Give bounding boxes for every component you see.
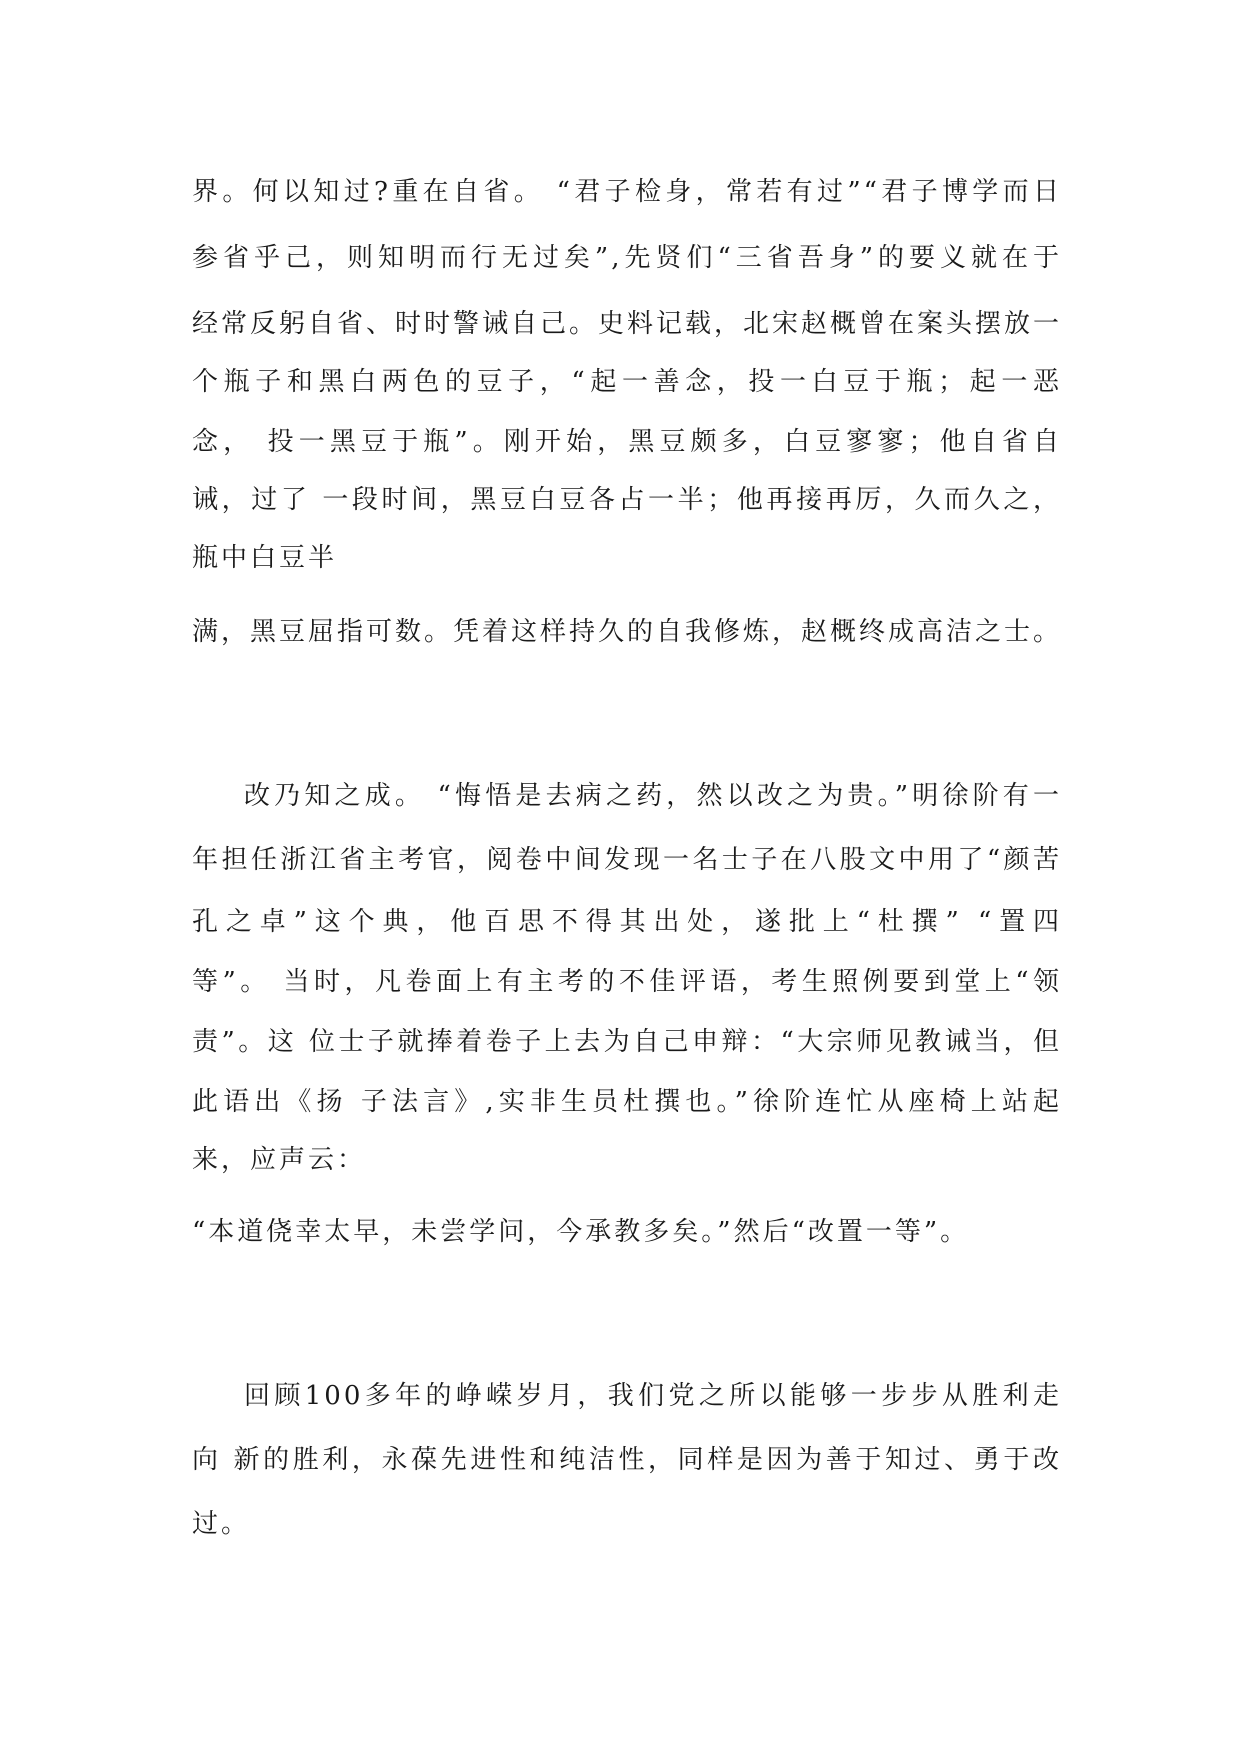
text-line: 诫，过了 一段时间，黑豆白豆各占一半；他再接再厉，久而久之， [192, 485, 1062, 515]
text-line: 向 新的胜利，永葆先进性和纯洁性，同样是因为善于知过、勇于改 [192, 1445, 1062, 1475]
text-line: 过。 [192, 1509, 251, 1539]
text-line: 瓶中白豆半 [192, 543, 338, 573]
text-line: 来，应声云： [192, 1145, 367, 1175]
text-line: 个瓶子和黑白两色的豆子，“起一善念，投一白豆于瓶；起一恶 [192, 367, 1062, 397]
text-line: 等”。 当时，凡卷面上有主考的不佳评语，考生照例要到堂上“领 [192, 967, 1062, 997]
text-line: 参省乎己，则知明而行无过矣”,先贤们“三省吾身”的要义就在于 [192, 243, 1062, 273]
text-line: 念， 投一黑豆于瓶”。刚开始，黑豆颇多，白豆寥寥；他自省自 [192, 427, 1062, 457]
text-line: 回顾100多年的峥嵘岁月，我们党之所以能够一步步从胜利走 [244, 1381, 1062, 1411]
text-line: 年担任浙江省主考官，阅卷中间发现一名士子在八股文中用了“颜苦 [192, 845, 1062, 875]
text-line: 满，黑豆屈指可数。凭着这样持久的自我修炼，赵概终成高洁之士。 [192, 617, 1062, 647]
text-line: 经常反躬自省、时时警诫自己。史料记载，北宋赵概曾在案头摆放一 [192, 309, 1062, 339]
text-line: “本道侥幸太早，未尝学问，今承教多矣。”然后“改置一等”。 [192, 1217, 970, 1247]
text-line: 此语出《扬 子法言》,实非生员杜撰也。”徐阶连忙从座椅上站起 [192, 1087, 1062, 1117]
text-line: 责”。这 位士子就捧着卷子上去为自己申辩：“大宗师见教诫当，但 [192, 1027, 1062, 1057]
text-line: 改乃知之成。 “悔悟是去病之药，然以改之为贵。”明徐阶有一 [244, 781, 1062, 811]
text-line: 界。何以知过?重在自省。 “君子检身，常若有过”“君子博学而日 [192, 177, 1062, 207]
text-line: 孔之卓”这个典，他百思不得其出处，遂批上“杜撰” “置四 [192, 907, 1062, 937]
